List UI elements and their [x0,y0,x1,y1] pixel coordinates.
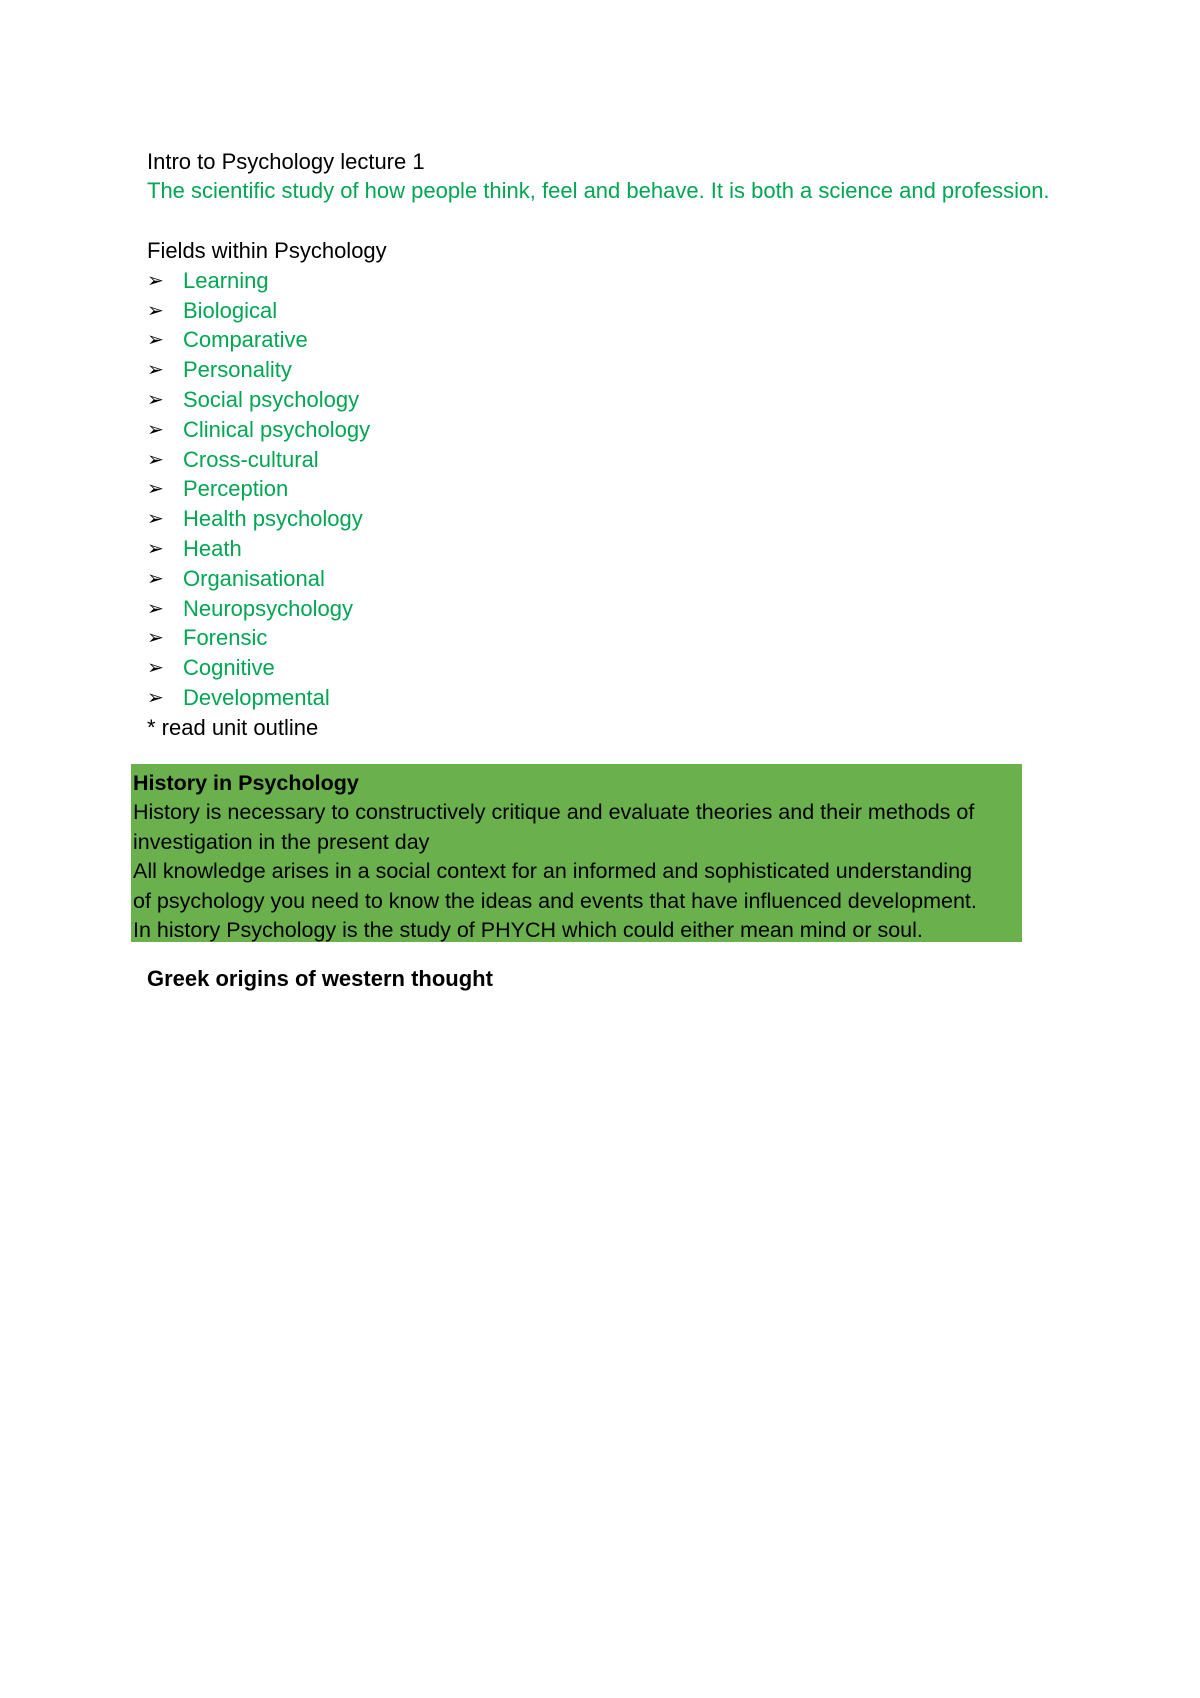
arrow-bullet-icon: ➢ [147,687,164,710]
history-highlight-box [131,764,1022,942]
arrow-bullet-icon: ➢ [147,478,164,501]
arrow-bullet-icon: ➢ [147,538,164,561]
list-item [147,534,370,564]
list-item [147,266,370,296]
list-item [147,683,370,713]
arrow-bullet-icon: ➢ [147,567,164,590]
arrow-bullet-icon: ➢ [147,299,164,322]
history-line: In history Psychology is the study of PHYCH which could either mean mind or soul. [133,918,923,942]
history-paragraph [133,798,1020,946]
field-label: Heath [183,536,242,562]
field-label: Cognitive [183,655,275,681]
list-item [147,355,370,385]
list-item [147,385,370,415]
lecture-title: Intro to Psychology lecture 1 [147,149,425,174]
arrow-bullet-icon: ➢ [147,657,164,680]
field-label: Organisational [183,565,325,591]
list-item [147,564,370,594]
list-item [147,653,370,683]
history-title: History in Psychology [133,771,359,795]
list-item [147,326,370,356]
greek-origins-heading: Greek origins of western thought [147,966,493,991]
field-label: Cross-cultural [183,446,319,472]
arrow-bullet-icon: ➢ [147,448,164,471]
history-line: All knowledge arises in a social context for an informed and sophisticated understanding [133,859,972,883]
arrow-bullet-icon: ➢ [147,389,164,412]
field-label: Social psychology [183,387,360,413]
unit-outline-note: * read unit outline [147,715,319,740]
field-label: Developmental [183,685,330,711]
arrow-bullet-icon: ➢ [147,359,164,382]
history-line: of psychology you need to know the ideas and events that have influenced development. [133,888,977,913]
fields-heading: Fields within Psychology [147,238,387,263]
field-label: Learning [183,267,269,293]
field-label: Neuropsychology [183,595,353,621]
list-item [147,624,370,654]
history-line: investigation in the present day [133,829,430,854]
arrow-bullet-icon: ➢ [147,508,164,531]
list-item [147,445,370,475]
field-label: Biological [183,297,278,323]
list-item [147,475,370,505]
list-item [147,296,370,326]
history-line: History is necessary to constructively critique and evaluate theories and their methods of [133,800,975,824]
list-item [147,415,370,445]
arrow-bullet-icon: ➢ [147,269,164,292]
arrow-bullet-icon: ➢ [147,329,164,352]
arrow-bullet-icon: ➢ [147,418,164,441]
list-item [147,594,370,624]
fields-list [147,266,370,713]
arrow-bullet-icon: ➢ [147,597,164,620]
field-label: Personality [183,357,292,383]
field-label: Comparative [183,327,308,353]
field-label: Forensic [183,625,268,651]
field-label: Clinical psychology [183,416,371,442]
field-label: Perception [183,476,289,502]
psychology-definition: The scientific study of how people think, feel and behave. It is both a science and profession. [147,178,1050,203]
list-item [147,504,370,534]
arrow-bullet-icon: ➢ [147,627,164,650]
field-label: Health psychology [183,506,363,532]
